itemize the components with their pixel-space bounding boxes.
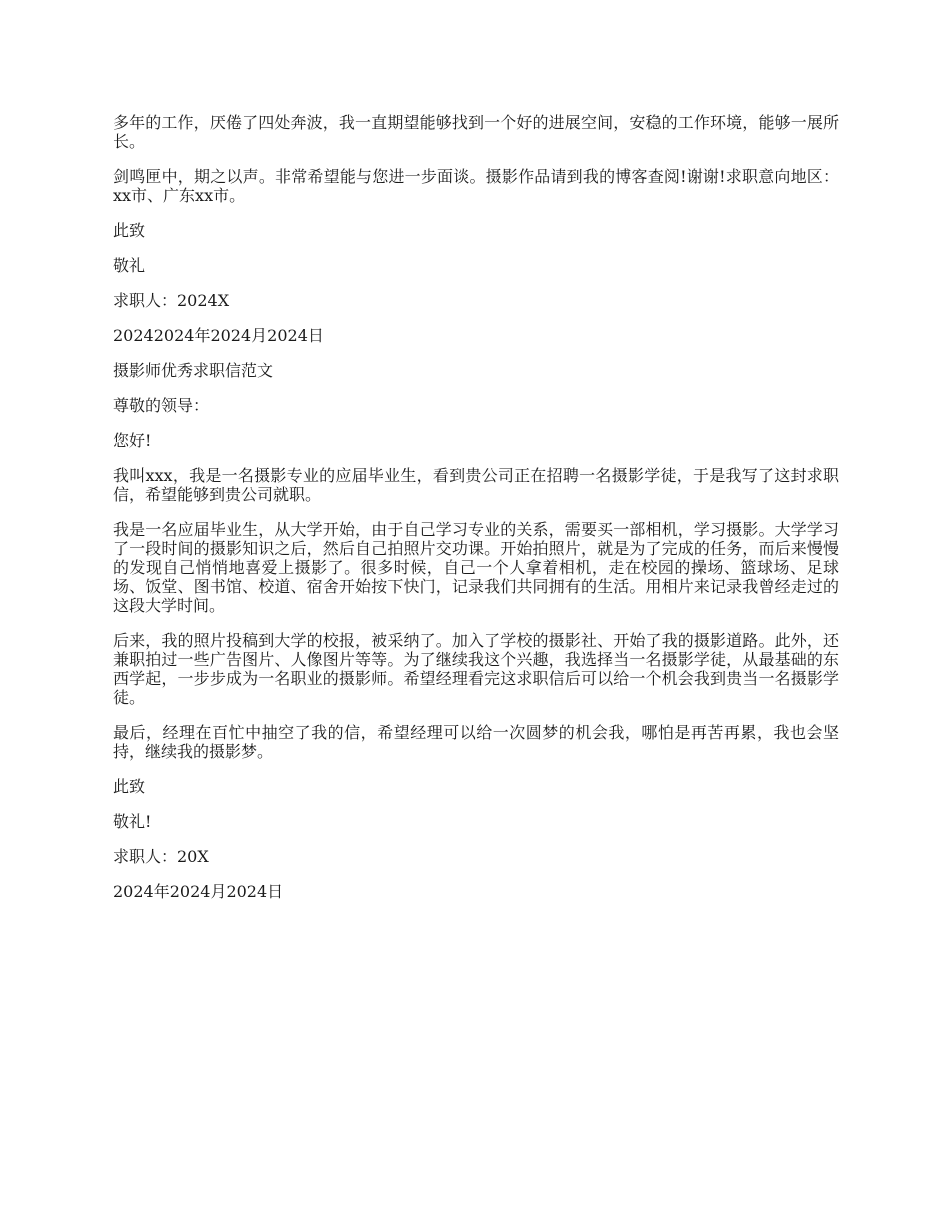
paragraph-closing-request: 剑鸣匣中，期之以声。非常希望能与您进一步面谈。摄影作品请到我的博客查阅!谢谢!求职意向地区：xx市、广东xx市。 <box>113 167 839 205</box>
paragraph-background: 我是一名应届毕业生，从大学开始，由于自己学习专业的关系，需要买一部相机，学习摄影。大学学习了一段时间的摄影知识之后，然后自己拍照片交功课。开始拍照片，就是为了完成的任务，而后来慢慢的发现自己悄悄地喜爱上摄影了。很多时候，自己一个人拿着相机，走在校园的操场、篮球场、足球场、饭堂、图书馆、校道、宿舍开始按下快门，记录我们共同拥有的生活。用相片来记录我曾经走过的这段大学时间。 <box>113 520 839 615</box>
signature-applicant: 求职人：2024X <box>113 291 230 310</box>
salutation-cizhi: 此致 <box>113 221 146 240</box>
paragraph-closing: 最后，经理在百忙中抽空了我的信，希望经理可以给一次圆梦的机会我，哪怕是再苦再累，我也会坚持，继续我的摄影梦。 <box>113 723 839 761</box>
paragraph-experience: 后来，我的照片投稿到大学的校报，被采纳了。加入了学校的摄影社、开始了我的摄影道路。此外，还兼职拍过一些广告图片、人像图片等等。为了继续我这个兴趣，我选择当一名摄影学徒，从最基础的东西学起，一步步成为一名职业的摄影师。希望经理看完这求职信后可以给一个机会我到贵当一名摄影学徒。 <box>113 631 839 707</box>
section-title: 摄影师优秀求职信范文 <box>113 361 274 380</box>
document-body <box>113 113 839 917</box>
signature-applicant-2: 求职人：20X <box>113 847 209 866</box>
signature-date: 20242024年2024月2024日 <box>113 326 324 345</box>
paragraph-introduction: 我叫xxx，我是一名摄影专业的应届毕业生，看到贵公司正在招聘一名摄影学徒，于是我写了这封求职信，希望能够到贵公司就职。 <box>113 466 839 504</box>
salutation-jingli: 敬礼 <box>113 256 146 275</box>
salutation-jingli-2: 敬礼! <box>113 812 152 831</box>
signature-date-2: 2024年2024月2024日 <box>113 882 284 901</box>
greeting-recipient: 尊敬的领导： <box>113 396 210 415</box>
paragraph-intro-end: 多年的工作，厌倦了四处奔波，我一直期望能够找到一个好的进展空间，安稳的工作环境，能够一展所长。 <box>113 113 839 151</box>
salutation-cizhi-2: 此致 <box>113 777 146 796</box>
greeting-hello: 您好! <box>113 431 152 450</box>
